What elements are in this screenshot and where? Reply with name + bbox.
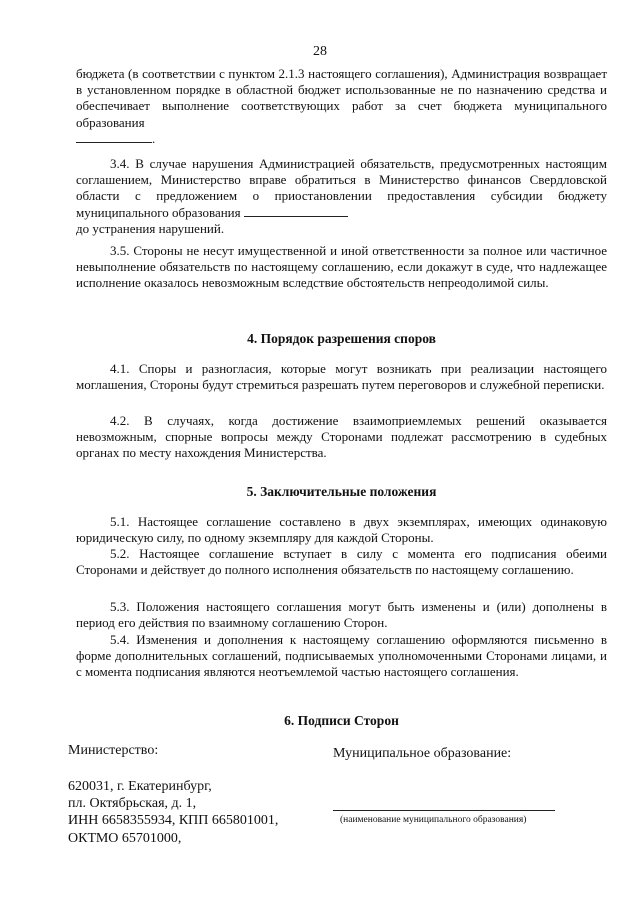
paragraph-5-4: [76, 632, 607, 681]
paragraph-4-1: [76, 361, 607, 393]
paragraph-5-2: [76, 546, 607, 578]
paragraph-3-4-part-b: до устранения нарушений.: [76, 220, 225, 236]
ministry-address: [68, 778, 278, 847]
section-6-heading: 6. Подписи Сторон: [284, 713, 399, 728]
paragraph-4-2-text: 4.2. В случаях, когда достижение взаимоприемлемых решений оказывается невозможным, спорные вопросы между Сторонами подлежат рассмотрению в судебных органах по месту нахождения Министерства.: [76, 413, 607, 461]
page-number: 28: [313, 44, 327, 59]
section-3-continued: [76, 66, 607, 147]
paragraph-3-4: [76, 156, 607, 237]
paragraph-continued: [76, 66, 607, 147]
paragraph-5-3: [76, 599, 607, 631]
paragraph-4-1-text: 4.1. Споры и разногласия, которые могут возникать при реализации настоящего моглашения, Стороны будут стремиться разрешать путем переговоров и служебной переписки.: [76, 361, 607, 393]
section-4-heading: 4. Порядок разрешения споров: [247, 331, 436, 346]
section-4-heading-wrap: [76, 331, 607, 347]
section-5-heading: 5. Заключительные положения: [246, 484, 437, 499]
paragraph-5-2-text: 5.2. Настоящее соглашение вступает в силу с момента его подписания обеими Сторонами и действует до полного исполнения обязательств по настоящему соглашению.: [76, 546, 607, 578]
paragraph-4-2: [76, 413, 607, 462]
address-line: ИНН 6658355934, КПП 665801001,: [68, 813, 279, 829]
municipality-name-line: [333, 810, 555, 811]
paragraph-3-4-part-a: 3.4. В случае нарушения Администрацией обязательств, предусмотренных настоящим соглашением, Министерство вправе обратиться в Министерство финансов Свердловской области с предложением о приостановлении предоставления субсидии бюджету муниципального образования: [76, 156, 607, 220]
municipality-label: Муниципальное образование:: [333, 746, 512, 761]
municipality-caption: (наименование муниципального образования): [340, 815, 527, 825]
paragraph-5-1-text: 5.1. Настоящее соглашение составлено в двух экземплярах, имеющих одинаковую юридическую силу, по одному экземпляру для каждой Стороны.: [76, 514, 607, 546]
blank-line: [76, 131, 152, 143]
blank-line: [244, 205, 348, 217]
paragraph-end: .: [152, 130, 156, 146]
paragraph-5-4-text: 5.4. Изменения и дополнения к настоящему соглашению оформляются письменно в форме дополнительных соглашений, подписываемых уполномоченными Сторонами лицами, и с момента подписания являются неотъемлемой частью настоящего соглашения.: [76, 632, 607, 680]
paragraph-3-5: [76, 243, 607, 292]
address-line: ОКТМО 65701000,: [68, 830, 182, 846]
address-line: 620031, г. Екатеринбург,: [68, 779, 212, 794]
section-6-heading-wrap: [76, 713, 607, 729]
paragraph-5-3-text: 5.3. Положения настоящего соглашения могут быть изменены и (или) дополнены в период его действия по взаимному соглашению Сторон.: [76, 599, 607, 631]
ministry-label: Министерство:: [68, 743, 159, 758]
paragraph-3-4-text: [76, 156, 607, 237]
paragraph-5-1: [76, 514, 607, 546]
section-5-heading-wrap: [76, 484, 607, 500]
address-line: пл. Октябрьская, д. 1,: [68, 796, 197, 812]
paragraph-3-5-text: 3.5. Стороны не несут имущественной и иной ответственности за полное или частичное невыполнение обязательств по настоящему соглашению, если докажут в суде, что надлежащее исполнение оказалось невозможным вследствие обстоятельств непреодолимой силы.: [76, 243, 607, 291]
paragraph-text: бюджета (в соответствии с пунктом 2.1.3 настоящего соглашения), Администрация возвращает в установленном порядке в областной бюджет использованные не по назначению средства и обеспечивает выполнение соответствующих работ за счет бюджета муниципального образования: [76, 66, 607, 130]
